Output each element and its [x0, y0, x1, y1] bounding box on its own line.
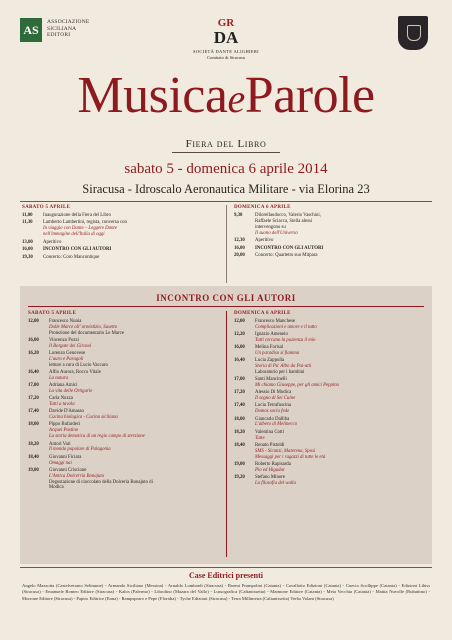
schedule-detail: Proiezione del documentario Le Marce [49, 330, 124, 336]
schedule-title: Giancarlo Dalliba [255, 416, 290, 422]
schedule-detail: Dalle Marce all' armistizio, Susetto [49, 324, 118, 330]
schedule-detail: Tutte [255, 435, 265, 441]
schedule-detail: Acquei Pastino [49, 428, 79, 434]
schedule-detail: Omaggi nai [49, 460, 72, 466]
schedule-title: INCONTRO CON GLI AUTORI [43, 247, 112, 253]
schedule-time: 12,00 [234, 318, 245, 324]
schedule-detail: letture a cura di Lucio Vaccaro [49, 362, 108, 368]
schedule-title: Stefano Minore [255, 474, 285, 480]
schedule-detail: Messaggi per i ragazzi di tutte le età [255, 454, 326, 460]
schedule-row [234, 253, 434, 259]
schedule-title: Carla Nozza [49, 396, 73, 402]
schedule-title: Giovanni Criscione [49, 467, 87, 473]
schedule-detail: In viaggio con Dante – Leggere Dante [43, 226, 117, 232]
schedule-title: Lucia Zappulla [255, 358, 285, 364]
schedule-row [234, 345, 434, 357]
schedule-time: 12,00 [28, 318, 39, 324]
schedule-title: Ignazio Ameneio [255, 332, 288, 338]
event-dates: sabato 5 - domenica 6 aprile 2014 [124, 161, 328, 177]
schedule-detail: Modica [49, 485, 64, 491]
schedule-row [28, 319, 228, 337]
schedule-title: Alessio Di Modica [255, 390, 292, 396]
authors-sunday [234, 311, 434, 488]
day-heading: SABATO 5 APRILE [28, 311, 77, 316]
schedule-detail: Degustazione di cioccolato della Dolceria Bonajuto di [49, 479, 153, 485]
column-divider [226, 205, 227, 283]
schedule-row [234, 238, 434, 244]
schedule-time: 11,00 [22, 213, 33, 218]
schedule-row [234, 443, 434, 461]
schedule-title: Francesco Nunia [49, 318, 82, 324]
schedule-time: 16,00 [28, 337, 39, 343]
schedule-row [22, 247, 222, 253]
schedule-time: 18,20 [28, 441, 39, 447]
schedule-detail: L'albero di Melinecco [255, 422, 298, 428]
schedule-row [28, 370, 228, 382]
schedule-row [22, 213, 222, 219]
schedule-row [28, 468, 228, 492]
programme-saturday [22, 205, 222, 262]
schedule-title: Alfio Aurora, Rocco Vitale [49, 370, 101, 376]
schedule-title: Valentina Cotti [255, 429, 284, 435]
schedule-row [28, 383, 228, 395]
schedule-detail: nell'immagine dell'Italia di oggi [43, 232, 105, 238]
title-connector: e [227, 76, 245, 121]
schedule-row [234, 377, 434, 389]
schedule-detail: Cucina biologica - Cucina siciliana [49, 415, 118, 421]
schedule-title: Lorenzo Genovese [49, 351, 86, 357]
schedule-detail: Tutti cercano la pazienza il mio [255, 337, 316, 343]
schedule-row [234, 246, 434, 252]
schedule-time: 13,00 [22, 239, 33, 245]
schedule-detail: Raffaele Sciacca, Stella alessi [255, 219, 313, 224]
schedule-detail: Pio ed Higudar [255, 467, 285, 473]
schedule-row [234, 417, 434, 429]
schedule-time: 11,30 [22, 220, 33, 226]
schedule-detail: La vita delle Ortigarie [49, 389, 93, 395]
schedule-row [234, 403, 434, 415]
divider-bottom [20, 567, 432, 568]
schedule-time: 16,20 [28, 351, 39, 357]
schedule-detail: Complicazioni e amore e il tutto [255, 324, 317, 330]
schedule-row [22, 220, 222, 238]
schedule-time: 17,40 [28, 409, 39, 415]
schedule-time: 18,00 [28, 422, 39, 428]
schedule-time: 16,00 [234, 245, 245, 251]
schedule-row [234, 430, 434, 442]
schedule-title: Adriana Amici [49, 383, 78, 389]
schedule-title: Dilorellaudocco, Valerio Vaschini, [255, 213, 321, 218]
schedule-detail: Il mondo popolare di Palagonia [49, 447, 111, 453]
schedule-time: 20,00 [234, 253, 245, 259]
schedule-time: 18,40 [234, 442, 245, 448]
schedule-detail: Mi chiamo Giuseppe, per gli amici Peppino [255, 383, 340, 389]
schedule-row [234, 390, 434, 402]
schedule-time: 16,40 [28, 370, 39, 376]
schedule-title: Pippo Bufardeci [49, 422, 81, 428]
schedule-detail: Storia di Pu' Albo da Pai-atti [255, 364, 312, 370]
schedule-title: Concerto: Quartetto suo Mitpara [255, 253, 318, 259]
schedule-detail: La storia demotica di un regio campo di sterzione [49, 434, 145, 440]
schedule-detail: L'Antica Dolcerria Bonajuto [49, 473, 105, 479]
dante-logo-da: DA [213, 28, 239, 47]
schedule-title: Lamberto Lambertini, regista, conversa con [43, 220, 127, 226]
schedule-time: 16,00 [234, 345, 245, 351]
authors-saturday [28, 311, 228, 493]
schedule-time: 16,00 [22, 247, 33, 253]
schedule-detail: intervengono su [255, 225, 286, 230]
schedule-row [234, 319, 434, 331]
assoc-logo-text: ASSOCIAZIONE SICILIANA EDITORI [47, 19, 90, 38]
schedule-time: 19,00 [28, 467, 39, 473]
schedule-time: 18,00 [234, 416, 245, 422]
schedule-title: Aperitivo [43, 239, 62, 245]
schedule-row [28, 351, 228, 369]
divider-top [20, 201, 432, 202]
schedule-row [22, 240, 222, 246]
programme-sunday [234, 205, 434, 261]
publishers-title: Case Editrici presenti [188, 571, 264, 580]
schedule-detail: La natura [49, 375, 69, 381]
schedule-title: Davide D'Amasso [49, 409, 84, 415]
schedule-title: Vincenzo Pozzi [49, 337, 79, 343]
day-heading: DOMENICA 6 APRILE [234, 311, 291, 316]
schedule-row [234, 332, 434, 344]
dante-society-name: SOCIETÀ DANTE ALIGHIERI [193, 49, 259, 54]
authors-box-rule [28, 306, 424, 307]
schedule-detail: La filosofia del walla [255, 480, 296, 486]
schedule-time: 17,00 [28, 383, 39, 389]
schedule-row [234, 358, 434, 376]
schedule-time: 19,20 [234, 474, 245, 480]
schedule-row [22, 255, 222, 261]
schedule-detail: L'aura e Paragoli [49, 356, 84, 362]
schedule-time: 19,00 [234, 461, 245, 467]
publishers-list: Angelo Mazzotta (Castelvetrano Selinunte) - Armando Siciliano (Messina) - Arnaldo Lombardi (Siracusa) - Boemi Prampolini (Catania) - Cavallotto Edizioni (Catania) - Cuecio Scollippe (Catania) - Edizioni Lihiss (Siracusa) - Emanuele Romeo Editore (Siracusa) - Kalos (Palermo) - Librolino (Mazara del Vallo) - Lussografica (Caltanissetta) - Maimone Editore (Catania) - Meta Vecchia (Catania) - Mattia Nuvolle (Rubattino) - Morrone Editore (Siracusa) - Papiro Editrice (Enna) - Rampspraro e Pepe (Floridia) - Tyche Edizioni (Siracusa) - Terra Millimetra (Caltanissetta) Verba Volant (Siracusa) [22, 583, 430, 601]
schedule-row [234, 475, 434, 487]
schedule-time: 19,30 [22, 254, 33, 260]
schedule-row [28, 422, 228, 440]
assoc-logo-icon: AS [20, 18, 42, 42]
schedule-time: 12,20 [234, 332, 245, 338]
associazione-siciliana-editori-logo [20, 18, 110, 46]
schedule-time: 17,20 [234, 390, 245, 396]
schedule-detail: Laboratorio per i bambini [255, 370, 305, 376]
schedule-detail: Domos socia fede [255, 409, 290, 415]
poster-subtitle: Fiera del Libro [185, 138, 267, 150]
schedule-time: 17,00 [234, 377, 245, 383]
dante-committee: Comitato di Siracusa [207, 55, 245, 60]
schedule-row [28, 396, 228, 408]
day-heading: DOMENICA 6 APRILE [234, 205, 291, 210]
schedule-title: Renato Pistoldi [255, 442, 285, 448]
schedule-title: Inaugurazione della Fiera del Libro [43, 213, 111, 218]
authors-box-title: INCONTRO CON GLI AUTORI [156, 293, 296, 303]
schedule-time: 16,40 [234, 358, 245, 364]
schedule-title: Lucia Terrafuscina [255, 403, 291, 409]
subtitle-divider [172, 152, 280, 153]
schedule-row [28, 338, 228, 350]
schedule-detail: Tutti a tavola [49, 402, 75, 408]
day-heading: SABATO 5 APRILE [22, 205, 71, 210]
schedule-time: 9,30 [234, 213, 243, 218]
schedule-time: 17,40 [234, 403, 245, 409]
schedule-time: 17,20 [28, 396, 39, 402]
schedule-row [28, 455, 228, 467]
schedule-title: Roberto Rapisarda [255, 461, 291, 467]
schedule-time: 12,30 [234, 238, 245, 244]
schedule-title: Melina Forisal [255, 345, 284, 351]
schedule-title: Francesco Manchese [255, 318, 296, 324]
schedule-row [234, 213, 434, 237]
poster-title: MusicaeParole [77, 67, 375, 124]
schedule-title: Santi Mancinelli [255, 377, 287, 383]
schedule-title: Concerto: Coro Mancontique [43, 254, 100, 260]
schedule-title: Aperitivo [255, 238, 274, 244]
schedule-detail: Il sogno di Sei Cuine [255, 396, 296, 402]
schedule-detail: Il Borgate dei Girasoi [49, 343, 92, 349]
schedule-time: 18,40 [28, 454, 39, 460]
schedule-title: Giovanni Ficiara [49, 454, 82, 460]
schedule-row [28, 409, 228, 421]
schedule-title: INCONTRO CON GLI AUTORI [255, 245, 324, 251]
schedule-detail: Un paradiso si fiamma [255, 351, 300, 357]
schedule-time: 18,20 [234, 429, 245, 435]
schedule-row [28, 442, 228, 454]
schedule-detail: Il suono dell'Universo [255, 231, 298, 236]
schedule-row [234, 462, 434, 474]
schedule-detail: SMS - Sicanzi, Materena, Sposi [255, 448, 316, 454]
dante-alighieri-logo [190, 18, 262, 60]
crest-icon [398, 16, 428, 50]
dante-logo-gr: GR [217, 17, 235, 29]
event-place: Siracusa - Idroscalo Aeronautica Militare - via Elorina 23 [82, 182, 370, 196]
schedule-title: Antori Vari [49, 441, 71, 447]
